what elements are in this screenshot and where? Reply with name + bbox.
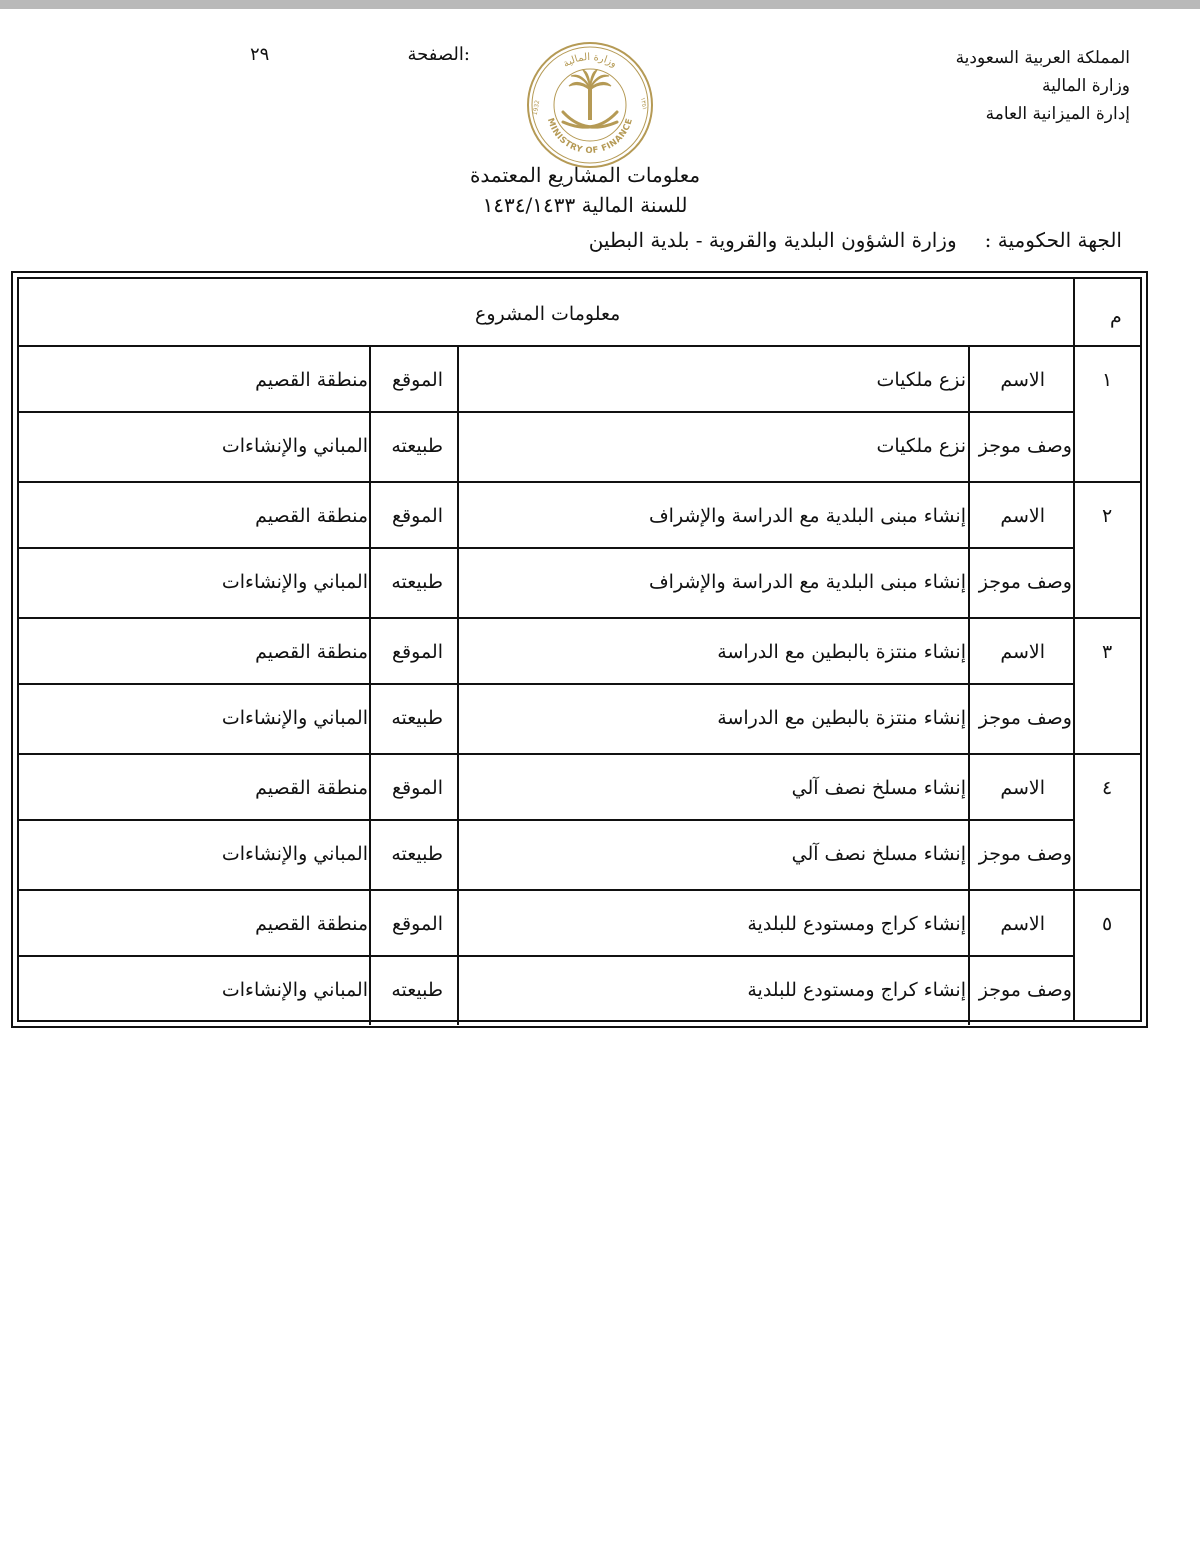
row-divider [17, 753, 1142, 755]
cell-divider [457, 889, 459, 1025]
nature-label: طبيعته [391, 707, 443, 729]
cell-divider [369, 889, 371, 1025]
description-label: وصف موجز [978, 707, 1072, 729]
project-description: إنشاء منتزة بالبطين مع الدراسة [717, 707, 966, 729]
logo-english-text: MINISTRY OF FINANCE [544, 116, 636, 157]
cell-divider [457, 481, 459, 617]
cell-divider [457, 617, 459, 753]
project-description: إنشاء مسلخ نصف آلي [791, 843, 966, 865]
nature-label: طبيعته [391, 843, 443, 865]
description-label: وصف موجز [978, 571, 1072, 593]
nature-label: طبيعته [391, 571, 443, 593]
logo-arabic-text: وزارة المالية [561, 51, 619, 70]
description-label: وصف موجز [978, 843, 1072, 865]
svg-text:وزارة المالية [561, 52, 618, 70]
header-divider [17, 345, 1142, 347]
project-nature: المباني والإنشاءات [221, 571, 368, 593]
row-divider [17, 617, 1142, 619]
row-mid-divider [17, 955, 1073, 957]
location-label: الموقع [391, 369, 443, 391]
project-name: إنشاء كراج ومستودع للبلدية [747, 913, 966, 935]
government-entity [589, 228, 1122, 252]
page-number: ٢٩ [250, 44, 270, 65]
description-label: وصف موجز [978, 979, 1072, 1001]
row-number: ٥ [1102, 913, 1113, 935]
cell-divider [968, 753, 970, 889]
project-name: إنشاء مبنى البلدية مع الدراسة والإشراف [648, 505, 966, 527]
row-number: ٤ [1102, 777, 1113, 799]
document-title: معلومات المشاريع المعتمدة [469, 163, 701, 187]
project-nature: المباني والإنشاءات [221, 707, 368, 729]
document-titles [420, 160, 750, 220]
row-mid-divider [17, 411, 1073, 413]
logo-year-right: ١٣٥١ [638, 96, 649, 111]
document-subtitle: للسنة المالية ١٤٣٤/١٤٣٣ [482, 193, 688, 217]
name-label: الاسم [1000, 505, 1045, 527]
row-mid-divider [17, 683, 1073, 685]
logo-year-left: 1932 [531, 99, 542, 116]
project-name: إنشاء مسلخ نصف آلي [791, 777, 966, 799]
name-label: الاسم [1000, 777, 1045, 799]
row-mid-divider [17, 547, 1073, 549]
project-description: إنشاء كراج ومستودع للبلدية [747, 979, 966, 1001]
num-column-divider [1073, 277, 1075, 1022]
project-nature: المباني والإنشاءات [221, 435, 368, 457]
location-label: الموقع [391, 641, 443, 663]
cell-divider [968, 617, 970, 753]
entity-label: الجهة الحكومية : [984, 228, 1122, 252]
page-label: الصفحة: [407, 44, 470, 65]
description-label: وصف موجز [978, 435, 1072, 457]
project-name: نزع ملكيات [876, 369, 966, 391]
row-number: ١ [1102, 369, 1113, 391]
location-label: الموقع [391, 505, 443, 527]
org-line-1: المملكة العربية السعودية [955, 48, 1130, 68]
project-location: منطقة القصيم [255, 777, 368, 799]
organization-block [956, 44, 1130, 128]
ministry-of-finance-logo [525, 40, 655, 170]
name-label: الاسم [1000, 641, 1045, 663]
org-line-2: وزارة المالية [1042, 76, 1130, 96]
project-nature: المباني والإنشاءات [221, 843, 368, 865]
name-label: الاسم [1000, 369, 1045, 391]
cell-divider [369, 617, 371, 753]
cell-divider [369, 345, 371, 481]
location-label: الموقع [391, 913, 443, 935]
name-label: الاسم [1000, 913, 1045, 935]
cell-divider [968, 889, 970, 1025]
location-label: الموقع [391, 777, 443, 799]
col-info-header: معلومات المشروع [475, 303, 621, 325]
palm-tree-icon [569, 70, 611, 120]
cell-divider [457, 753, 459, 889]
nature-label: طبيعته [391, 979, 443, 1001]
cell-divider [369, 481, 371, 617]
project-description: نزع ملكيات [876, 435, 966, 457]
top-bar [0, 0, 1200, 9]
project-location: منطقة القصيم [255, 369, 368, 391]
cell-divider [369, 753, 371, 889]
cell-divider [457, 345, 459, 481]
project-nature: المباني والإنشاءات [221, 979, 368, 1001]
col-num-header: م [1110, 306, 1122, 328]
projects-table [17, 277, 1142, 1022]
cell-divider [968, 345, 970, 481]
row-mid-divider [17, 819, 1073, 821]
org-line-3: إدارة الميزانية العامة [985, 104, 1130, 124]
row-number: ٣ [1102, 641, 1113, 663]
entity-value: وزارة الشؤون البلدية والقروية - بلدية البطين [588, 228, 957, 252]
row-number: ٢ [1102, 505, 1113, 527]
project-name: إنشاء منتزة بالبطين مع الدراسة [717, 641, 966, 663]
project-location: منطقة القصيم [255, 641, 368, 663]
nature-label: طبيعته [391, 435, 443, 457]
cell-divider [968, 481, 970, 617]
project-description: إنشاء مبنى البلدية مع الدراسة والإشراف [648, 571, 966, 593]
project-location: منطقة القصيم [255, 913, 368, 935]
row-divider [17, 481, 1142, 483]
project-location: منطقة القصيم [255, 505, 368, 527]
row-divider [17, 889, 1142, 891]
